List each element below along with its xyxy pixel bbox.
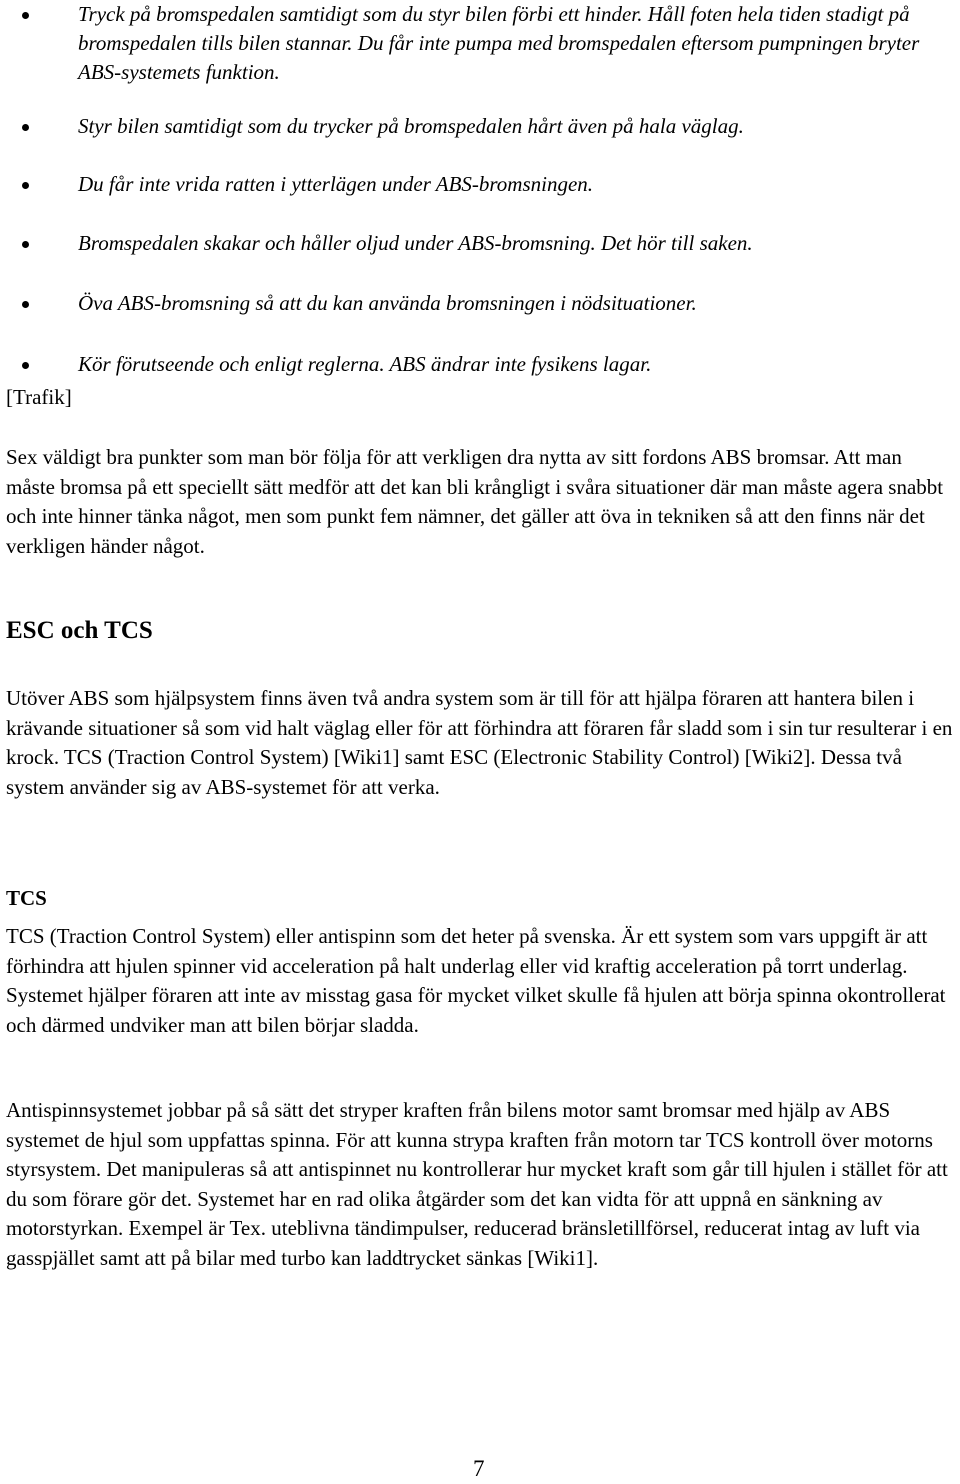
subsection-heading: TCS bbox=[6, 886, 47, 910]
bullet-text: Du får inte vrida ratten i ytterlägen under ABS-bromsningen. bbox=[78, 172, 594, 196]
bullet-marker bbox=[22, 12, 29, 19]
section-heading: ESC och TCS bbox=[6, 617, 153, 644]
bullet-marker bbox=[22, 124, 29, 131]
bullet-text: Kör förutseende och enligt reglerna. ABS ändrar inte fysikens lagar. bbox=[78, 352, 652, 376]
tcs-paragraph-2: Antispinnsystemet jobbar på så sätt det stryper kraften från bilens motor samt bromsar med hjälp av ABS systemet de hjul som uppfattas spinna. För att kunna strypa kraften från motorn tar TCS kontroll över motorns styrsystem. Det manipuleras så att antispinnet nu kontrollerar hur mycket kraft som går till hjulen i stället för att du som förare gör det. Systemet har en rad olika åtgärder som det kan vidta för att uppnå en sänkning av motorstyrkan. Exempel är Tex. uteblivna tändimpulser, reducerad bränsletillförsel, reducerat intag av luft via gasspjället samt att på bilar med turbo kan laddtrycket sänkas [Wiki1]. bbox=[6, 1098, 948, 1270]
bullet-marker bbox=[22, 241, 29, 248]
bullet-marker bbox=[22, 301, 29, 308]
section-intro-paragraph: Utöver ABS som hjälpsystem finns även två andra system som är till för att hjälpa föraren att hantera bilen i krävande situationer så som vid halt väglag eller för att förhindra att föraren får sladd som i sin tur resulterar i en krock. TCS (Traction Control System) [Wiki1] samt ESC (Electronic Stability Control) [Wiki2]. Dessa två system använder sig av ABS-systemet för att verka. bbox=[6, 686, 953, 799]
bullet-text: Tryck på bromspedalen samtidigt som du styr bilen förbi ett hinder. Håll foten hela tiden stadigt på bromspedalen tills bilen stannar. Du får inte pumpa med bromspedalen eftersom pumpningen bryter ABS-systemets funktion. bbox=[78, 2, 920, 84]
tcs-paragraph-1: TCS (Traction Control System) eller antispinn som det heter på svenska. Är ett system som vars uppgift är att förhindra att hjulen spinner vid acceleration på halt underlag eller vid kraftig acceleration på torrt underlag. Systemet hjälper föraren att inte av misstag gasa för mycket vilket skulle få hjulen att börja spinna okontrollerat och därmed undviker man att bilen börjar sladda. bbox=[6, 924, 946, 1037]
bullet-text: Öva ABS-bromsning så att du kan använda bromsningen i nödsituationer. bbox=[78, 291, 697, 315]
bullet-text: Bromspedalen skakar och håller oljud under ABS-bromsning. Det hör till saken. bbox=[78, 231, 753, 255]
page-number: 7 bbox=[473, 1456, 485, 1481]
bullet-marker bbox=[22, 182, 29, 189]
bullet-marker bbox=[22, 362, 29, 369]
source-reference: [Trafik] bbox=[6, 385, 72, 409]
summary-paragraph: Sex väldigt bra punkter som man bör följa för att verkligen dra nytta av sitt fordons ABS bromsar. Att man måste bromsa på ett speciellt sätt medför att det kan bli krångligt i svåra situationer där man måste agera snabbt och inte hinner tänka något, men som punkt fem nämner, det gäller att öva in tekniken så att den finns när det verkligen händer något. bbox=[6, 445, 944, 558]
bullet-text: Styr bilen samtidigt som du trycker på bromspedalen hårt även på hala väglag. bbox=[78, 114, 744, 138]
